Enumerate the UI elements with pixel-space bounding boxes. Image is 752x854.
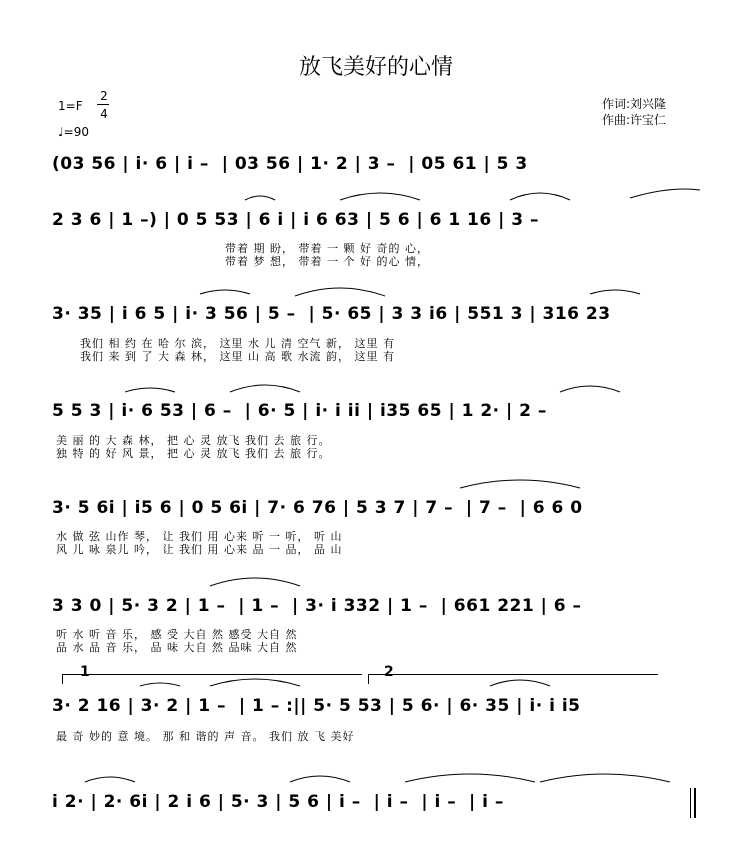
slur-r3-c <box>590 290 640 294</box>
slur-r2-b <box>340 193 420 200</box>
lyricist-credit: 作词:刘兴隆 <box>602 97 667 111</box>
volta-bracket-2-hook <box>368 674 369 684</box>
slur-r8-d <box>540 774 670 782</box>
slur-r4-b <box>230 385 300 392</box>
score-row-8 <box>0 786 752 826</box>
time-signature-divider <box>97 104 109 105</box>
slur-r8-a <box>85 777 135 782</box>
lyrics-row-5-verse-2: 风 儿 咏 泉儿 吟， 让 我们 用 心来 品 一 品， 品 山 <box>56 543 343 556</box>
volta-bracket-1-hook <box>62 674 63 684</box>
score-row-5 <box>0 492 752 562</box>
notes-row-8: i 2· | 2· 6i | 2 i 6 | 5· 3 | 5 6 | i – | i – | i – | i – <box>52 792 504 812</box>
lyrics-row-7-verse-1: 最 奇 妙的 意 境。 那 和 谐的 声 音。 我们 放 飞 美好 <box>56 730 355 743</box>
lyrics-row-4-verse-1: 美 丽 的 大 森 林， 把 心 灵 放飞 我们 去 旅 行。 <box>56 434 331 447</box>
time-signature-bottom: 4 <box>100 107 108 121</box>
slur-r8-b <box>290 776 350 782</box>
lyrics-row-4-verse-2: 独 特 的 好 风 景， 把 心 灵 放飞 我们 去 旅 行。 <box>56 447 331 460</box>
slur-r2-a <box>245 196 275 200</box>
slur-r7-c <box>490 680 550 686</box>
lyrics-row-3-verse-2: 我们 来 到 了 大 森 林， 这里 山 高 歌 水流 韵， 这里 有 <box>80 350 395 363</box>
notes-row-6: 3 3 0 | 5· 3 2 | 1 – | 1 – | 3· i 332 | 1 – | 661 221 | 6 – <box>52 596 582 616</box>
time-signature-top: 2 <box>100 89 108 103</box>
song-title: 放飞美好的心情 <box>298 55 453 80</box>
slur-r5-a <box>460 480 580 488</box>
slur-r7-b <box>210 679 300 686</box>
slur-r2-c <box>510 193 570 200</box>
notes-row-4: 5 5 3 | i· 6 53 | 6 – | 6· 5 | i· i ii | i35 65 | 1 2· | 2 – <box>52 401 547 421</box>
volta-1-label: 1 <box>80 664 90 680</box>
slur-r4-c <box>560 386 620 392</box>
slur-r3-b <box>295 288 385 296</box>
volta-2-label: 2 <box>384 664 394 680</box>
score-row-2 <box>0 205 752 275</box>
score-row-3 <box>0 298 752 368</box>
score-row-6 <box>0 590 752 660</box>
final-barline-thin <box>690 788 691 818</box>
slur-r2-d <box>630 189 700 198</box>
lyrics-row-2-verse-2: 带着 梦 想， 带着 一 个 好 的心 情， <box>225 255 429 268</box>
score-row-1 <box>0 148 752 188</box>
volta-bracket-1 <box>62 674 362 675</box>
final-barline <box>694 788 696 818</box>
notes-row-3: 3· 35 | i 6 5 | i· 3 56 | 5 – | 5· 65 | 3 3 i6 | 551 3 | 316 23 <box>52 304 611 324</box>
slur-r4-a <box>125 388 175 392</box>
slur-r3-a <box>200 290 250 294</box>
lyrics-row-2-verse-1: 带着 期 盼， 带着 一 颗 好 奇的 心， <box>225 242 429 255</box>
notes-row-1: (03 56 | i· 6 | i – | 03 56 | 1· 2 | 3 – | 05 61 | 5 3 <box>52 154 528 174</box>
notes-row-2: 2 3 6 | 1 –) | 0 5 53 | 6 i | i 6 63 | 5 6 | 6 1 16 | 3 – <box>52 210 540 230</box>
volta-bracket-2 <box>368 674 658 675</box>
composer-credit: 作曲:许宝仁 <box>602 113 667 127</box>
slur-r8-c <box>405 774 535 782</box>
score-row-7 <box>0 690 752 750</box>
score-row-4 <box>0 395 752 465</box>
slur-r6-a <box>210 578 300 586</box>
notes-row-7: 3· 2 16 | 3· 2 | 1 – | 1 – :|| 5· 5 53 | 5 6· | 6· 35 | i· i i5 <box>52 696 581 716</box>
slur-r7-a <box>140 683 180 686</box>
lyrics-row-3-verse-1: 我们 相 约 在 哈 尔 滨， 这里 水 儿 清 空气 新， 这里 有 <box>80 337 395 350</box>
tempo-marking: ♩=90 <box>58 125 89 139</box>
notes-row-5: 3· 5 6i | i5 6 | 0 5 6i | 7· 6 76 | 5 3 7 | 7 – | 7 – | 6 6 0 <box>52 498 583 518</box>
lyrics-row-6-verse-1: 听 水 听 音 乐， 感 受 大自 然 感受 大自 然 <box>56 628 298 641</box>
lyrics-row-6-verse-2: 品 水 品 音 乐， 品 味 大自 然 品味 大自 然 <box>56 641 298 654</box>
key-signature: 1=F <box>58 99 83 113</box>
lyrics-row-5-verse-1: 水 做 弦 山作 琴， 让 我们 用 心来 听 一 听， 听 山 <box>56 530 343 543</box>
